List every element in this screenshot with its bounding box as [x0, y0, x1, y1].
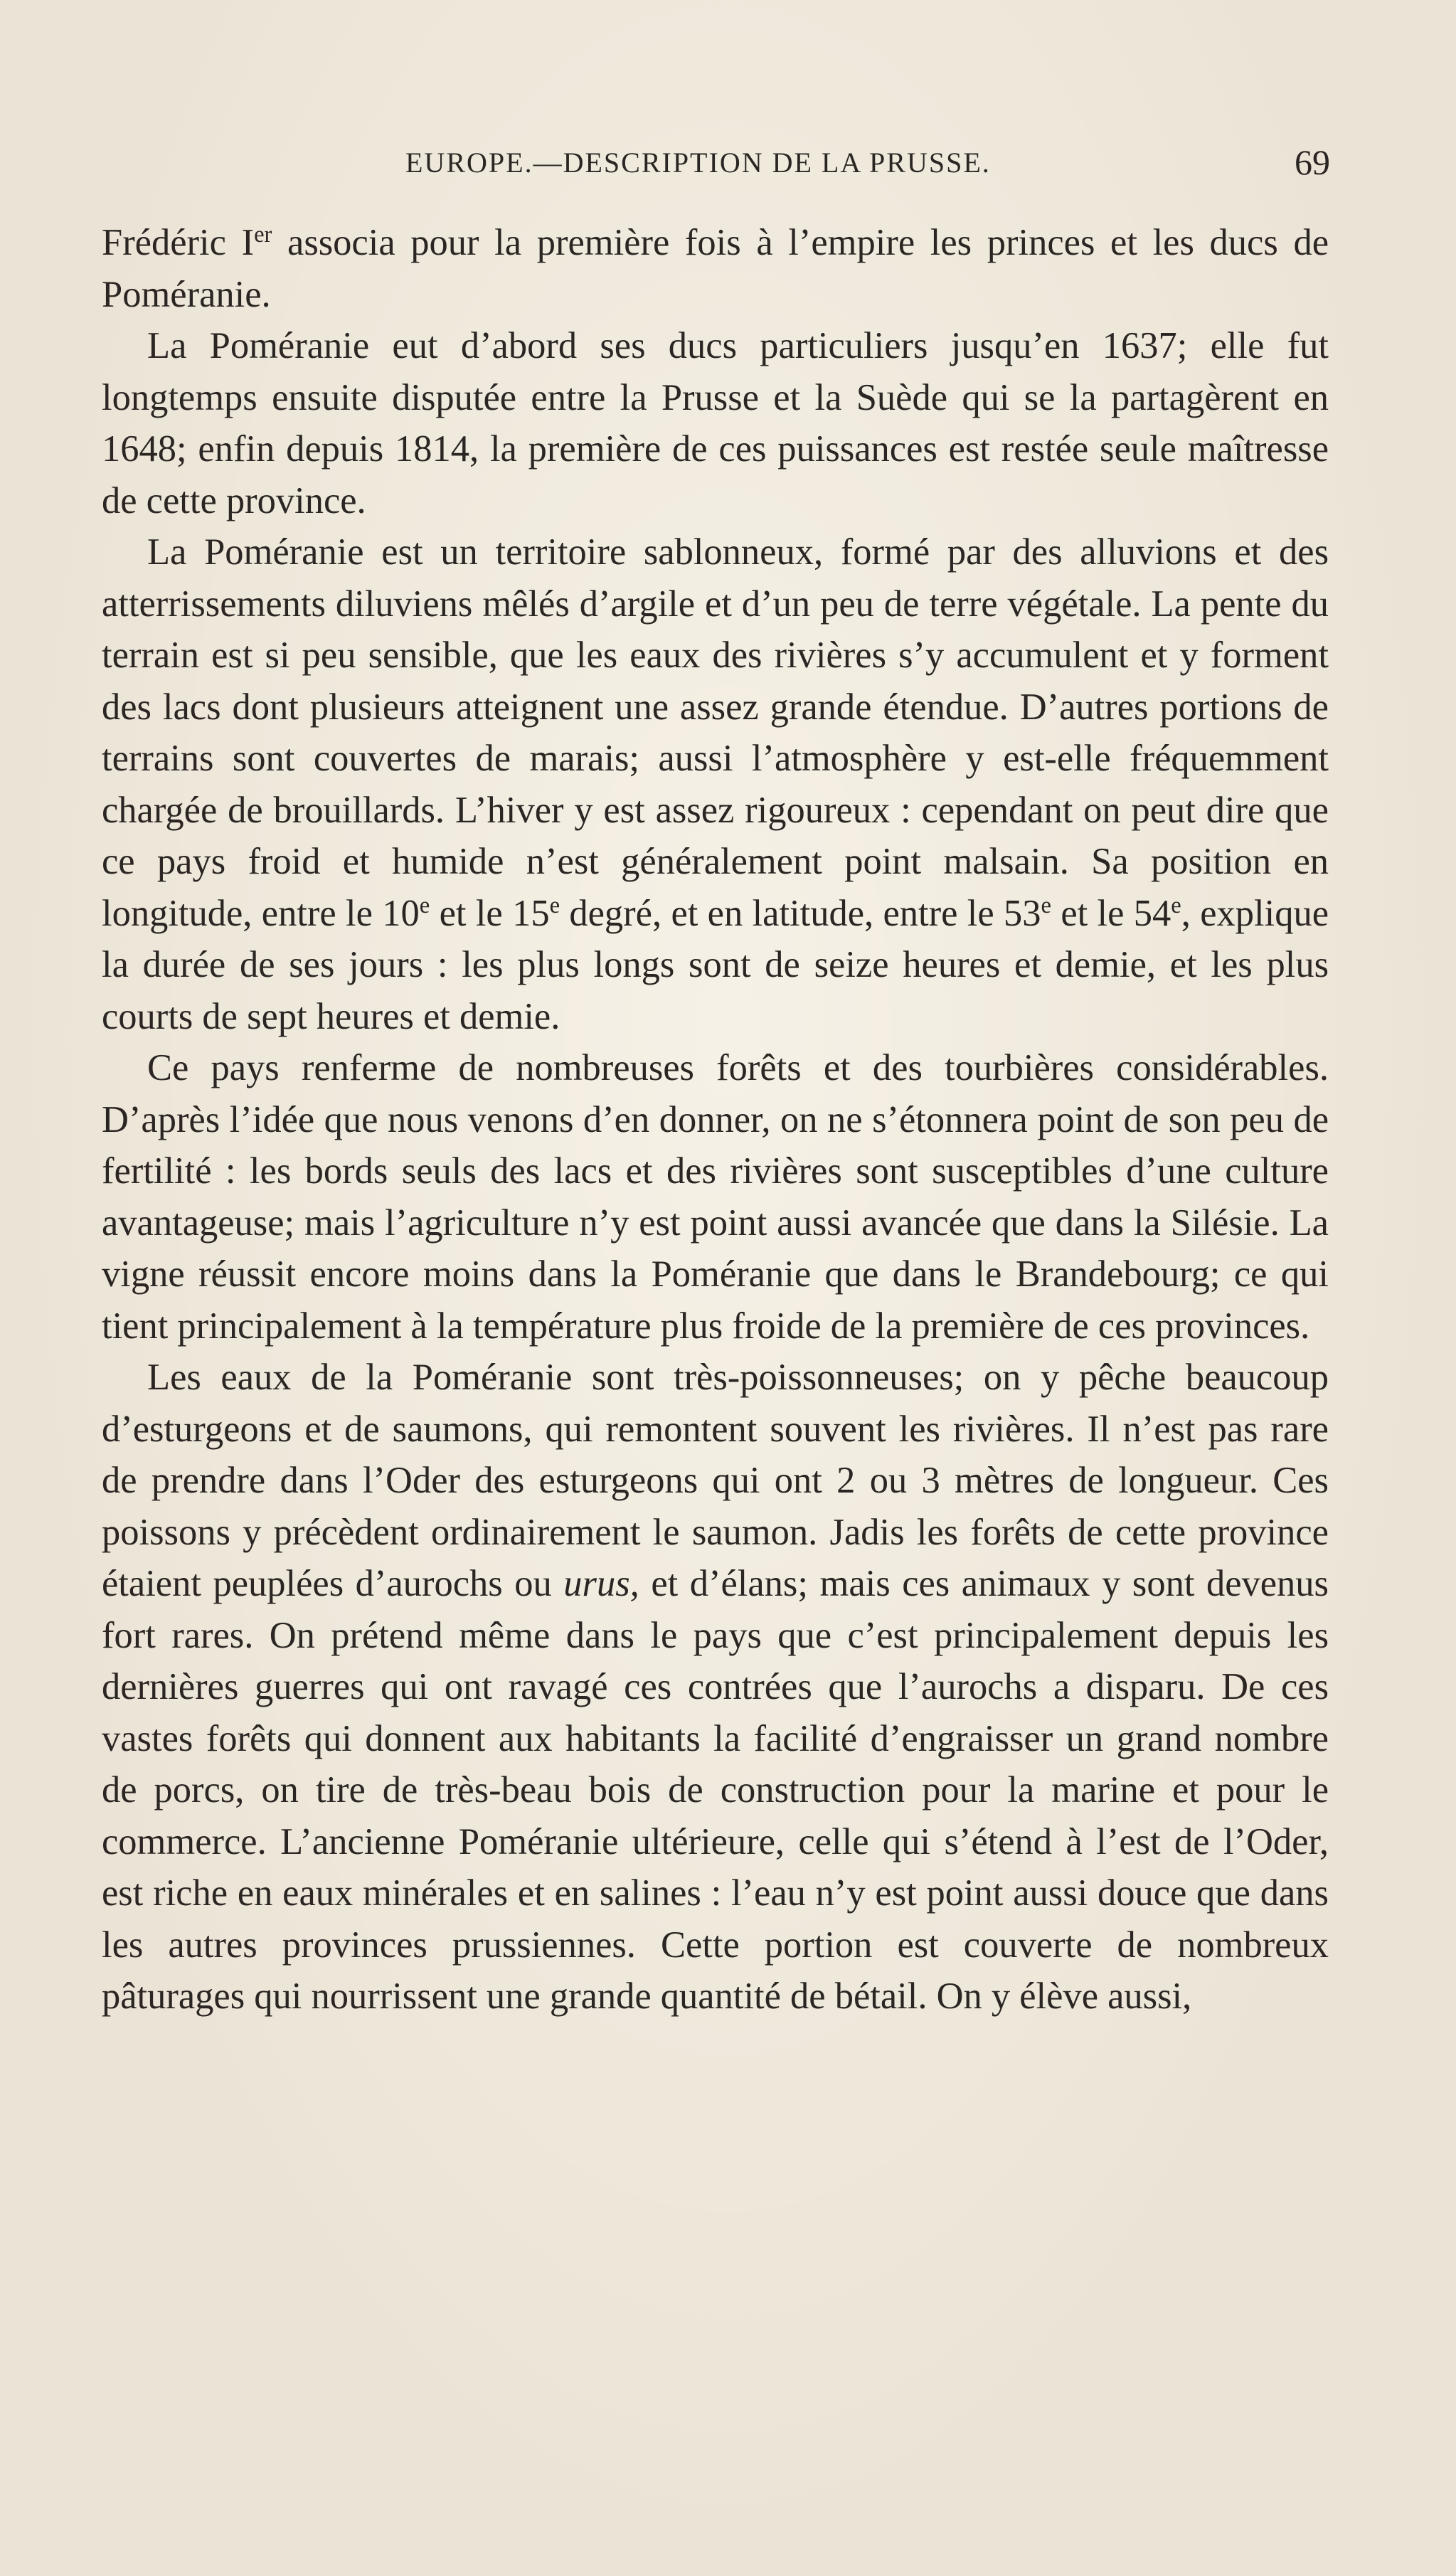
superscript: e: [1041, 892, 1051, 918]
paragraph: [102, 526, 1329, 1042]
text-run: Frédéric I: [102, 222, 255, 263]
text-run: Ce pays renferme de nombreuses forêts et des tourbières considérables. D’après l’idée que nous venons d’en donner, on ne s’étonnera point de son peu de fertilité : les bords seuls des lacs et des rivières sont susceptibles d’une culture avantageuse; mais l’agriculture n’y est point aussi avancée que dans la Silésie. La vigne réussit encore moins dans la Poméranie que dans le Brandebourg; ce qui tient principalement à la température plus froide de la première de ces provinces.: [102, 1047, 1329, 1347]
page-number: 69: [1295, 142, 1330, 182]
text-run: La Poméranie eut d’abord ses ducs particuliers jusqu’en 1637; elle fut longtemps ensuite disputée entre la Prusse et la Suède qui se la partagèrent en 1648; enfin depuis 1814, la première de ces puissances est restée seule maîtresse de cette province.: [102, 325, 1329, 521]
superscript: e: [549, 892, 560, 918]
paragraph: [102, 1042, 1329, 1352]
text-run: et d’élans; mais ces animaux y sont devenus fort rares. On prétend même dans le pays que c’est principalement depuis les dernières guerres qui ont ravagé ces contrées que l’aurochs a disparu. De ces vastes forêts qui donnent aux habitants la facilité d’engraisser un grand nombre de porcs, on tire de très-beau bois de construction pour la marine et pour le commerce. L’ancienne Poméranie ultérieure, celle qui s’étend à l’est de l’Oder, est riche en eaux minérales et en salines : l’eau n’y est point aussi douce que dans les autres provinces prussiennes. Cette portion est couverte de nombreux pâturages qui nourrissent une grande quantité de bétail. On y élève aussi,: [102, 1563, 1329, 2017]
text-run: La Poméranie est un territoire sablonneux, formé par des alluvions et des atterrissements diluviens mêlés d’argile et d’un peu de terre végétale. La pente du terrain est si peu sensible, que les eaux des rivières s’y accumulent et y forment des lacs dont plusieurs atteignent une assez grande étendue. D’autres portions de terrains sont couvertes de marais; aussi l’atmosphère y est-elle fréquemment chargée de brouillards. L’hiver y est assez rigoureux : cependant on peut dire que ce pays froid et humide n’est généralement point malsain. Sa position en longitude, entre le 10: [102, 531, 1329, 934]
paragraph: [102, 217, 1329, 320]
text-run: degré, et en latitude, entre le 53: [560, 892, 1041, 934]
body-text: [102, 217, 1329, 2023]
text-run: Les eaux de la Poméranie sont très-poissonneuses; on y pêche beaucoup d’esturgeons et de saumons, qui remontent souvent les rivières. Il n’est pas rare de prendre dans l’Oder des esturgeons qui ont 2 ou 3 mètres de longueur. Ces poissons y précèdent ordinairement le saumon. Jadis les forêts de cette province étaient peuplées d’aurochs ou: [102, 1357, 1329, 1604]
paragraph: [102, 320, 1329, 526]
superscript: er: [254, 222, 272, 248]
running-title: EUROPE.—DESCRIPTION DE LA PRUSSE.: [405, 147, 991, 179]
italic-text: urus,: [563, 1563, 639, 1604]
text-run: , explique la durée de ses jours : les plus longs sont de seize heures et demie, et les plus courts de sept heures et demie.: [102, 892, 1329, 1037]
text-run: associa pour la première fois à l’empire les princes et les ducs de Poméranie.: [102, 222, 1329, 315]
superscript: e: [1171, 892, 1181, 918]
text-run: et le 15: [430, 892, 550, 934]
text-run: et le 54: [1051, 892, 1171, 934]
paragraph: [102, 1352, 1329, 2023]
superscript: e: [419, 892, 430, 918]
running-head: [405, 142, 1330, 189]
